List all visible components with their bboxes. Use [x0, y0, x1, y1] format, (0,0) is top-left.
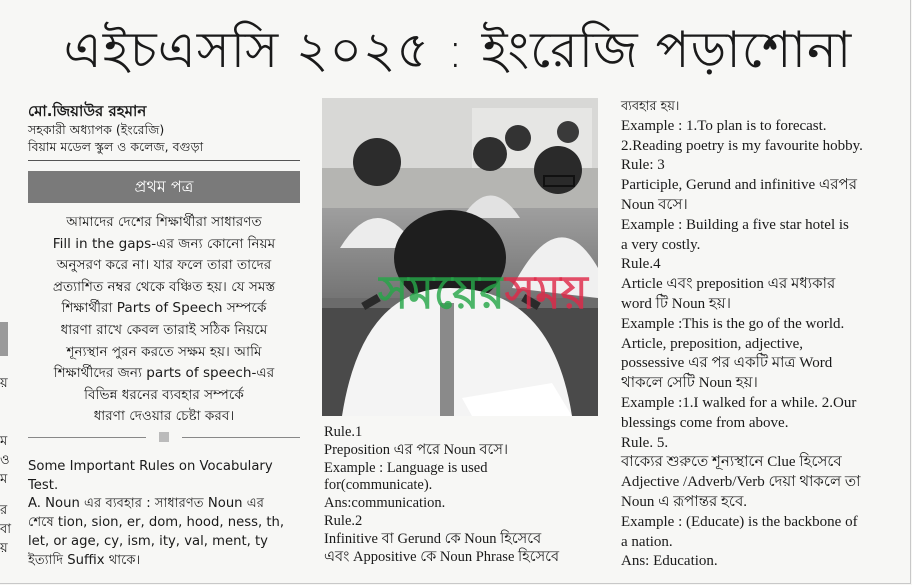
- text-line: Adjective /Adverb/Verb দেয়া থাকলে তা: [621, 474, 861, 491]
- text-line: ব্যবহার হয়।: [621, 99, 680, 114]
- intro-line: শিক্ষার্থীরা Parts of Speech সম্পর্কে: [61, 300, 267, 317]
- watermark-part-red: সময়: [504, 265, 588, 319]
- author-institution: বিয়াম মডেল স্কুল ও কলেজ, বগুড়া: [28, 139, 204, 154]
- intro-line: ধারণা দেওয়ার চেষ্টা করব।: [93, 408, 235, 425]
- text-line: Example : (Educate) is the backbone of: [621, 513, 858, 530]
- intro-line: প্রত্যাশিত নম্বর থেকে বঞ্চিত হয়। যে সমস্ত: [52, 278, 276, 295]
- text-line: Example : Building a five star hotel is: [621, 216, 849, 233]
- intro-line: ধারণা রাখে কেবল তারাই সঠিক নিয়মে: [60, 321, 268, 338]
- headline: এইচএসসি ২০২৫ : ইংরেজি পড়াশোনা: [63, 21, 853, 79]
- adjacent-glyph: বা: [0, 521, 12, 536]
- text-line: Rule: 3: [621, 157, 665, 174]
- intro-paragraph: [28, 212, 300, 428]
- text-line: Test.: [28, 477, 59, 493]
- text-line: Rule.1: [324, 424, 363, 440]
- intro-line: বিভিন্ন ধরনের ব্যবহার সম্পর্কে: [84, 386, 244, 403]
- author-name: মো.জিয়াউর রহমান: [28, 102, 147, 120]
- adjacent-glyph: ম: [0, 471, 8, 486]
- text-line: Example :This is the go of the world.: [621, 315, 845, 332]
- author-divider: [28, 160, 300, 161]
- text-line: Noun এ রূপান্তর হবে.: [621, 493, 748, 510]
- text-line: Rule. 5.: [621, 434, 669, 451]
- text-line: let, or age, cy, ism, ity, val, ment, ty: [28, 533, 268, 549]
- text-line: Article, preposition, adjective,: [621, 335, 804, 352]
- adjacent-glyph: ম: [0, 433, 8, 448]
- text-line: এবং Appositive কে Noun Phrase হিসেবে: [324, 548, 560, 565]
- adjacent-glyph: ও: [0, 452, 10, 467]
- text-line: Infinitive বা Gerund কে Noun হিসেবে: [324, 530, 542, 547]
- intro-line: Fill in the gaps-এর জন্য কোনো নিয়ম: [52, 235, 276, 252]
- text-line: শেষে tion, sion, er, dom, hood, ness, th,: [28, 515, 285, 531]
- section-divider: [28, 431, 300, 443]
- adjacent-glyph: র: [0, 502, 8, 517]
- text-line: Example : 1.To plan is to forecast.: [621, 117, 827, 134]
- watermark-part-green: সময়ের: [378, 265, 505, 319]
- photo-illustration: [322, 98, 598, 416]
- text-line: Rule.4: [621, 256, 661, 273]
- adjacent-glyph: য়: [0, 540, 8, 555]
- text-line: a nation.: [621, 533, 673, 550]
- text-line: Ans:communication.: [324, 495, 446, 512]
- intro-line: আমাদের দেশের শিক্ষার্থীরা সাধারণত: [66, 214, 262, 230]
- text-line: ইত্যাদি Suffix থাকে।: [28, 552, 141, 568]
- rules-column-right: [621, 97, 898, 572]
- text-line: a very costly.: [621, 236, 701, 253]
- adjacent-column-bar: [0, 322, 8, 356]
- intro-line: অনুসরণ করে না। যার ফলে তারা তাদের: [56, 257, 272, 274]
- text-line: A. Noun এর ব্যবহার : সাধারণত Noun এর: [28, 496, 265, 512]
- adjacent-glyph: য়: [0, 375, 8, 390]
- author-role: সহকারী অধ্যাপক (ইংরেজি): [28, 122, 165, 137]
- text-line: possessive এর পর একটি মাত্র Word: [621, 355, 833, 372]
- text-line: blessings come from above.: [621, 414, 789, 431]
- text-line: Participle, Gerund and infinitive এরপর: [621, 177, 857, 194]
- text-line: বাক্যের শুরুতে শূন্যস্থানে Clue হিসেবে: [621, 454, 842, 471]
- divider-line-right: [182, 437, 300, 438]
- text-line: Example :1.I walked for a while. 2.Our: [621, 394, 857, 411]
- text-line: Some Important Rules on Vocabulary: [28, 459, 273, 474]
- text-line: থাকলে সেটি Noun হয়।: [621, 375, 758, 392]
- students-exam-photo: [322, 98, 598, 416]
- text-line: Example : Language is used: [324, 459, 488, 476]
- text-line: for(communicate).: [324, 477, 433, 494]
- section-banner: প্রথম পত্র: [28, 171, 300, 203]
- text-line: Rule.2: [324, 512, 363, 529]
- text-line: Article এবং preposition এর মধ্যকার: [621, 276, 836, 293]
- divider-square: [159, 432, 169, 442]
- text-line: Noun বসে।: [621, 196, 688, 213]
- divider-line-left: [28, 437, 146, 438]
- intro-line: শূন্যস্থান পুরন করতে সক্ষম হয়। আমি: [66, 343, 262, 360]
- text-line: Preposition এর পরে Noun বসে।: [324, 441, 509, 458]
- adjacent-column-fragment: [0, 0, 12, 585]
- text-line: word টি Noun হয়।: [621, 295, 731, 312]
- intro-line: শিক্ষার্থীদের জন্য parts of speech-এর: [53, 365, 275, 382]
- text-line: Ans: Education.: [621, 553, 718, 570]
- author-block: [28, 102, 302, 155]
- rules-column-middle: [324, 424, 600, 566]
- vocabulary-rules-intro: [28, 458, 300, 570]
- text-line: 2.Reading poetry is my favourite hobby.: [621, 137, 863, 154]
